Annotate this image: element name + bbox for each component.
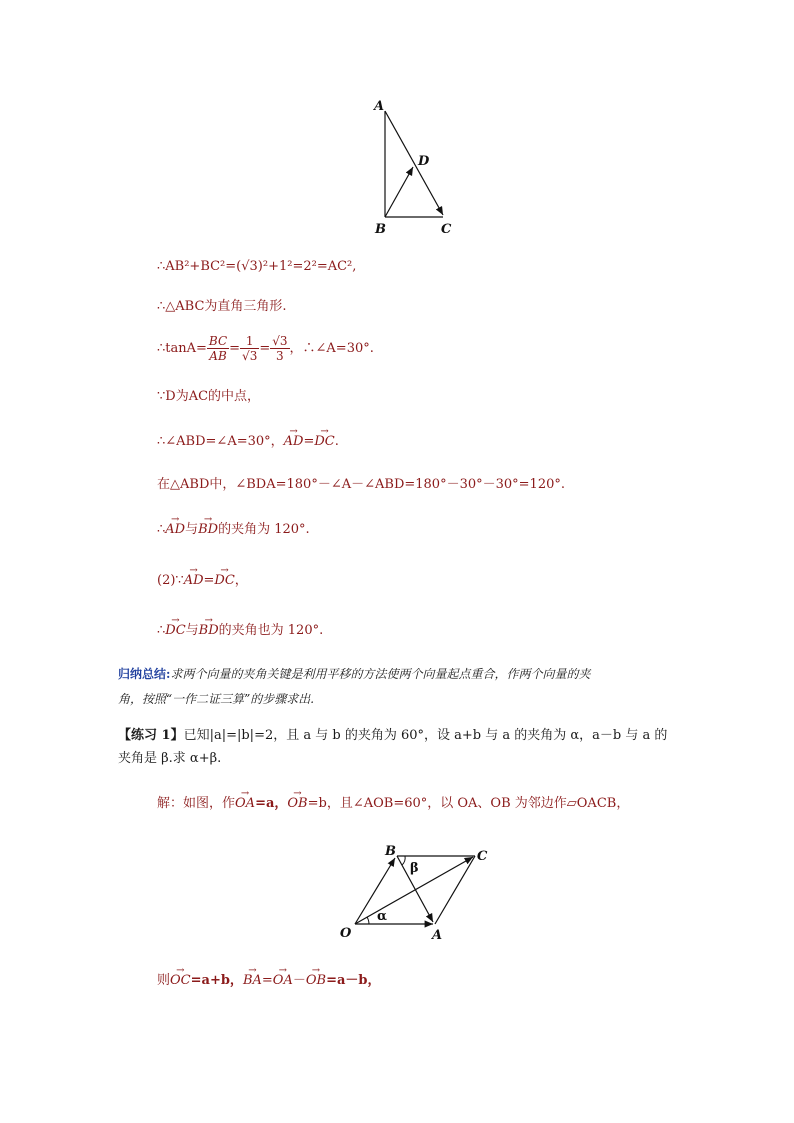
label-alpha: α bbox=[377, 909, 388, 924]
last-line bbox=[157, 972, 380, 990]
parallelogram-figure bbox=[335, 840, 500, 945]
text: ∴ bbox=[157, 522, 166, 537]
summary-line-1 bbox=[118, 665, 590, 683]
vector-oc: → OC bbox=[170, 972, 191, 990]
text: =a－b， bbox=[326, 973, 381, 988]
line-3: ∴tanA= $\frac{BC}{AB}$ = $\frac{1}{√3}$ = $\frac{√3}{3}$ ，∴∠A=30°. bbox=[157, 334, 374, 363]
fraction-num: √3 bbox=[272, 334, 288, 348]
summary-text-1: 求两个向量的夹角关键是利用平移的方法使两个向量起点重合，作两个向量的夹 bbox=[170, 667, 591, 681]
label-b: B bbox=[375, 222, 386, 237]
line-8 bbox=[157, 572, 248, 590]
vector-ad: → AD bbox=[165, 521, 185, 539]
fraction-num: BC bbox=[208, 334, 228, 348]
line-9 bbox=[157, 622, 323, 640]
text: 解：如图，作 bbox=[157, 796, 236, 811]
angle-beta-arc bbox=[402, 856, 405, 865]
vector-oa: → OA bbox=[273, 972, 293, 990]
text: = bbox=[303, 434, 315, 449]
angle-alpha-arc bbox=[367, 917, 369, 924]
label-a: A bbox=[432, 928, 443, 943]
text: ∴ bbox=[157, 623, 166, 638]
vector-ob: → OB bbox=[287, 795, 307, 813]
line-6: 在△ABD中，∠BDA=180°－∠A－∠ABD=180°－30°－30°=120°. bbox=[157, 477, 565, 492]
vector-ac bbox=[385, 111, 443, 215]
exercise-label: 【练习 1】 bbox=[118, 728, 184, 743]
triangle-figure bbox=[365, 95, 465, 240]
text: ∴∠ABD=∠A=30°， bbox=[157, 434, 284, 449]
vector-ad: → AD bbox=[284, 433, 304, 451]
exercise-line-1 bbox=[118, 727, 667, 745]
text: = bbox=[261, 973, 273, 988]
vector-oa: → OA bbox=[235, 795, 255, 813]
line-2: ∴△ABC为直角三角形. bbox=[157, 299, 287, 314]
vector-bd: → BD bbox=[199, 622, 219, 640]
line-4: ∵D为AC的中点， bbox=[157, 389, 261, 404]
vector-dc: → DC bbox=[214, 572, 234, 590]
fraction-den: √3 bbox=[242, 349, 258, 363]
text: 与 bbox=[185, 623, 199, 638]
vector-ob: → OB bbox=[306, 972, 326, 990]
exercise-line-2: 夹角是 β.求 α+β. bbox=[118, 751, 222, 766]
label-a: A bbox=[374, 99, 385, 114]
line-1: ∴AB²+BC²=(√3)²+1²=2²=AC², bbox=[157, 259, 357, 274]
text: =b，且∠AOB=60°，以 OA、OB 为邻边作▱OACB， bbox=[307, 796, 630, 811]
exercise-text-1: 已知|a|=|b|=2，且 a 与 b 的夹角为 60°，设 a+b 与 a 的夹角为 α，a－b 与 a 的 bbox=[183, 728, 668, 743]
text: =a， bbox=[255, 796, 288, 811]
text: . bbox=[334, 434, 339, 449]
vector-bd: → BD bbox=[198, 521, 218, 539]
vector-ob bbox=[355, 858, 395, 924]
label-o: O bbox=[340, 926, 352, 941]
segment-ac bbox=[435, 856, 475, 924]
text: － bbox=[292, 973, 306, 988]
vector-dc: → DC bbox=[314, 433, 334, 451]
label-b: B bbox=[385, 844, 396, 859]
fraction-den: 3 bbox=[276, 349, 284, 363]
vector-ad: → AD bbox=[184, 572, 204, 590]
solution-line bbox=[157, 795, 629, 813]
fraction-sqrt3-3 bbox=[270, 334, 289, 363]
vector-dc: → DC bbox=[165, 622, 185, 640]
fraction-1-sqrt3 bbox=[240, 334, 259, 363]
text: 与 bbox=[185, 522, 199, 537]
line-7 bbox=[157, 521, 310, 539]
text: 则 bbox=[157, 973, 171, 988]
text: ， bbox=[234, 573, 248, 588]
summary-label: 归纳总结: bbox=[118, 667, 171, 681]
summary-line-2: 角，按照“一作二证三算”的步骤求出. bbox=[118, 692, 315, 706]
fraction-num: 1 bbox=[240, 334, 259, 349]
text: =a+b， bbox=[190, 973, 243, 988]
fraction-den: AB bbox=[209, 349, 227, 363]
text: 的夹角为 120°. bbox=[218, 522, 310, 537]
label-c: C bbox=[477, 849, 488, 864]
tan-prefix: ∴tanA= bbox=[157, 341, 207, 356]
label-c: C bbox=[441, 222, 452, 237]
vector-bd bbox=[385, 167, 413, 217]
text: 的夹角也为 120°. bbox=[218, 623, 324, 638]
line-5 bbox=[157, 433, 339, 451]
text: (2)∵ bbox=[157, 573, 184, 588]
vector-ba: → BA bbox=[243, 972, 262, 990]
label-beta: β bbox=[410, 861, 419, 876]
tan-suffix: ，∴∠A=30°. bbox=[289, 341, 374, 356]
label-d: D bbox=[418, 154, 430, 169]
text: = bbox=[203, 573, 215, 588]
fraction-bc-ab bbox=[207, 334, 229, 363]
